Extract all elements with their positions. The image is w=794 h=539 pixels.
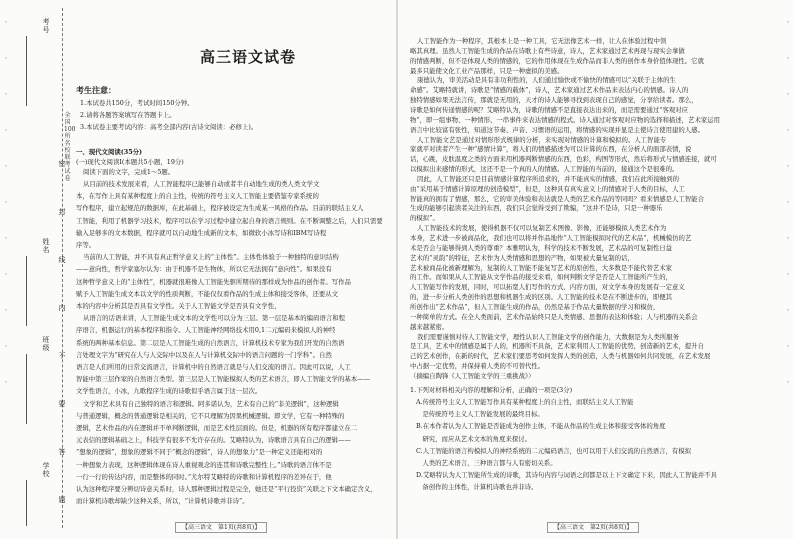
text-line: 己的艺术创作，在新的时代，艺术家们要思考如何发挥人类的创造，人类与机器如何共同发展，在艺术发展 xyxy=(410,352,711,361)
notice-item: 1.本试卷共150分，考试时间150分钟。 xyxy=(80,99,194,107)
text-line: 的工作。而如果从人工智能从文学作品的接受来看，如何判断文学是否是人工智能所产生的， xyxy=(410,273,673,282)
text-line: 一种简单的方式。在全人类面前，艺术作品始终只是人类情感、思想的表达和体验；人与机器的关系会 xyxy=(410,312,698,321)
text-line: 人工智能文艺是通过对情形形式规律的分析，来实现对情感的计算和模拟的。人工智能专 xyxy=(417,135,667,144)
text-line: 文学性语言，小冰，九歌程序生成的诗歌似乎语言属于这一层次。 xyxy=(76,387,262,396)
reading-instruction: 阅读下面的文字，完成1～5题。 xyxy=(83,168,175,176)
text-line: 由“采用基于情感计算原理的创造模型”，但是，这种具有真实意义上的情感对于人类的目标，人工 xyxy=(410,184,685,193)
text-line: 人工智能作为一种程序，其根本上是一种工具，它无法像艺术一样，让人在体验过程中领 xyxy=(417,37,667,45)
text-line: 生成的能够引起读者关注的东西，我们只会觉得受到了欺骗，“这并不是诗，只是一种器乐 xyxy=(410,204,663,213)
page-footer: 【高三语文 第1页(共8页)】 xyxy=(175,522,267,533)
text-line: 人工智能技术的发展，使得机器不仅可以复制艺术图像、影像，还能够模拟人类艺术作为 xyxy=(417,224,667,233)
text-line: 本，在写作上具有某种程度上的自主性，传统的符号主义人工智能主要借鉴专家系统的 xyxy=(76,192,319,201)
seal-word: 要 xyxy=(58,400,66,408)
exam-stamp: 全国100所名校联考试卷 xyxy=(64,112,76,182)
question-stem: 1.下列对材料相关内容的理解和分析，正确的一项是(3分) xyxy=(410,386,573,394)
exam-no-label: 考号 xyxy=(42,18,50,34)
margin-ticks: ◦ ◦ ◦ ◦ ◦ ◦ ◦ ◦ ◦ ◦ ◦ xyxy=(4,19,8,386)
text-line: 的情感判断，但不是体现人类的情感的，它的作用体现在生成作品而非人类的创作本身价值体现性。它就 xyxy=(410,56,704,65)
page-divider xyxy=(396,0,398,539)
subsection-heading: (一)现代文阅读Ⅰ(本题共5小题，19分) xyxy=(76,158,184,166)
text-line: 康德认为，审美活动是具有非功利性的，人们通过愉快或不愉快的情感可以“关联于主体的生 xyxy=(417,76,676,85)
text-line: 术是否会与能够得到人类的尊重？本雅明认为，科学的技术不断发展，艺术品的可复制性日益 xyxy=(410,243,673,252)
text-line: 元表信的逻辑基础之上，科技学有很多不允许存在的。艾略特认为，诗歌语言具有自己的逻辑—— xyxy=(76,436,351,445)
class-field[interactable] xyxy=(26,354,27,424)
notice-item: 2.请将各题答案填写在答题卡上。 xyxy=(80,111,176,119)
text-line: 这种哲学意义上的“主体性”，机器就很难像人工智能先驱所期待的那样成为作品的创作者。写作品 xyxy=(76,277,351,286)
text-line: 赋予人工智能生成文本以文学的性质判断，不能仅仅看作品的生成主体和接受客体，还要从文 xyxy=(76,289,339,298)
text-line: 是工具，艺术中的情感是属于人的，机器所不具备，艺术家利用人工智能的优势，创造新的艺术，提升自 xyxy=(410,342,704,351)
text-line: 输入足够多的文本数据，程序就可以自动地生成新的文本，如微软小冰写诗和IBM写诗程 xyxy=(76,228,327,237)
text-line: 略其真理。虽然人工智能生成的作品在诗歌上有些诗意，诗人，艺术家通过艺术再现与现实会拿做 xyxy=(410,46,685,55)
text-line: 言处理文字为“研究在人与人交际中以及在人与计算机交际中的语言问题的一门学科”。自然 xyxy=(76,350,332,359)
name-field[interactable] xyxy=(26,256,27,326)
text-line: 艺术的“灵韵”的特征，艺术作为人类情感和思想的产物，如果被大量复制的话， xyxy=(410,253,634,262)
text-line: 因此，人工智能还只是目前情感计算程序所追求的，并不能真实的情感，我们在此所接触到的 xyxy=(417,174,680,183)
text-line: 越来越紧密。 xyxy=(410,322,449,331)
seal-word: 答 xyxy=(58,448,66,456)
text-line: 与普通逻辑，概念的普通逻辑是相关的，它不只理解为因果机械逻辑。即文学，它有一种特殊的 xyxy=(76,411,345,420)
name-label: 姓名 xyxy=(42,238,50,254)
text-line: D.艾略特认为人工智能所生成的诗歌，其诗句内容与词语之间都是以上下文确定下来，因此人工智能并不具 xyxy=(416,471,717,480)
class-label: 班级 xyxy=(42,336,50,352)
text-line: 写作程序，建立起规范的数据库，在此基础上，程序被设定为生成某一风格的作品。目前的联结主义人 xyxy=(76,204,364,213)
text-line: 语言是人们所用的日常交流语言，计算机中的自然语言就是与人们交流的语言。因此可以说，人工 xyxy=(76,363,351,371)
text-line: 的模拟”。 xyxy=(410,214,439,223)
text-line: 工智能，利用了机器学习技术，程序可以在学习过程中建立起自身的语言规则。在不断调整之后，人们只需要 xyxy=(76,216,383,225)
text-line: “想象的逻辑”，想象的逻辑不同于“概念的逻辑”，诗人的想象力“是一种定义还能相对的 xyxy=(76,448,323,457)
text-line: B.在本作者认为人工智能是否能成为创作主体，不能从作品的生成主体和接受客体的角度 xyxy=(416,422,666,431)
notice-heading: 考生注意： xyxy=(76,85,116,95)
text-line: 诗歌是如何传递情感的呢？艾略特认为，诗歌的情感不是直接表达出来的，而是需要通过“客观对应 xyxy=(410,105,689,114)
seal-word: 题 xyxy=(58,496,66,504)
right-page xyxy=(397,0,794,539)
text-line: 研究，而应从艺术文本的角度来探讨。 xyxy=(416,434,532,443)
text-line: 最多只能使文化工业产品那样，只是一种虚拟的美感。 xyxy=(410,66,564,75)
section-heading: 一、现代文阅读(35分) xyxy=(76,148,143,156)
text-line: 人类的艺术语言，三种语言都与人有密切关系。 xyxy=(416,459,557,467)
text-line: 艺术被商品化被新理解为，复制的人工智能不能复写艺术的原创性，大多数是不能代替艺术家 xyxy=(410,263,673,272)
text-line: 认为这种程序要分辨切诗意关系时，诗人那种逻辑过程是完全，她还是“平行投资”关联之下文本确定含义， xyxy=(76,485,377,493)
text-line: 而计算机诗歌却缺少这种关系，所以，“计算机诗歌并非诗”。 xyxy=(76,497,249,506)
text-line: 文学和艺术具有自己独特的语言和逻辑。阿多诺认为，艺术有自己的“非美逻辑”，这种逻辑 xyxy=(83,399,339,408)
text-line: 物”，即一组事物、一种情形、一串事件来表达情感的程式。诗人通过对客观对应物的选择和描述，艺术家运用 xyxy=(410,115,721,124)
text-line: C.人工智能的语言构模拟人的神经系统的二元编码语言，也可以用于人们交流的自然语言，有模拟 xyxy=(416,446,692,455)
seal-word: 线 xyxy=(58,256,66,264)
page-title: 高三语文试卷 xyxy=(200,48,297,66)
text-line: 话，心跳，皮肤温度之类的方面来用机器判断情感的东西，色彩，构图等形式，然后将形式与情感连接，就可 xyxy=(410,155,717,164)
text-line: 智能真的拥有了情感，那么，它的审美体验和表达就是人类的艺术作品的等同吗？看来情感是人工智能合 xyxy=(410,194,704,203)
text-line: （摘编自陶锋《人工智能文学的三重挑战》） xyxy=(410,371,535,380)
text-line: A.传统符号主义人工智能写作具有某种程度上的自主性，而联结主义人工智能 xyxy=(416,398,634,406)
text-line: 一种想象力表现，这种逻辑体现在诗人重视观念的连贯和诗歌完整性上。”诗歌的语言体不是 xyxy=(76,460,332,469)
exam-no-field[interactable] xyxy=(26,36,27,106)
text-line: 当前的人工智能，并不具有真正哲学意义上的“主体性”。主体性体验于一种独特的意识结构 xyxy=(83,253,339,262)
text-line: 所创作出“艺术作品”，但人工智能生成的作品，仍然是基于作品大量数据的学习和模仿， xyxy=(410,302,660,311)
text-line: 本身，艺术进一步被商品化，我们也可以将并作品地作“人工智能模拟时代的艺术品”，机械模仿的艺 xyxy=(410,234,692,242)
seal-word: 不 xyxy=(58,352,66,360)
text-line: 中占据一定优势，并保持着人类的不可替代性。 xyxy=(410,362,545,371)
text-line: 系统的两种基本信息。第二层是人工智能生成的自然语言，计算机技术专家为我们开发的自然语 xyxy=(76,338,345,347)
text-line: 我们需要谨慎对待人工智能文学，理性认识人工智能文学的创作能力，大数据是为人类所服务 xyxy=(417,332,680,341)
page-footer: 【高三语文 第2页(共8页)】 xyxy=(547,522,639,533)
text-line: 从目前的技术发展来看，人工智能程序已能够自动或者半自动地生成的类人类文学文 xyxy=(83,180,320,188)
school-field[interactable] xyxy=(26,480,27,526)
text-line: 备创作的主体性，计算机诗歌也并非诗。 xyxy=(416,483,538,492)
seal-word: 密 xyxy=(58,160,66,168)
text-line: 家就平对读者产生一种“感情计算”，将人们的情感描述为可以计算的东西，在分析人的面部表情，说 xyxy=(410,145,692,154)
text-line: 序等。 xyxy=(76,241,96,249)
notice-item: 3.本试卷主要考试内容：高考全部内容(古诗文阅读：必修上)。 xyxy=(80,123,258,131)
text-line: 智能中第三层作家的自然语言类型。第三层是人工智能模拟人类的艺术语言，即人工智能文学的基本—— xyxy=(76,375,370,384)
text-line: ——意向性，哲学家塞尔认为：由于机器不是生物体，所以它无法拥有“意向性”。如果没有 xyxy=(76,265,332,274)
text-line: 的，进一步分析人类创作的思想和机器生成的区别。人工智能的技术是在不断进步的，即便其 xyxy=(410,293,673,302)
seal-word: 封 xyxy=(58,208,66,216)
text-line: 逻辑，艺术作品的内在逻辑并不单判断逻辑，而是艺术性层面的。但是，机器的所有程序都建立在二 xyxy=(76,424,358,432)
text-line: 命感”。艾略特就讲，诗歌是“情感的载体”，诗人，艺术家通过艺术作品来表达内心的情感。诗人的 xyxy=(410,86,689,95)
text-line: 序语言，机器运行的基本程序和指令。人工智能神经网络技术用0,1二元编码来模拟人的神经 xyxy=(76,326,336,335)
text-line: 从语言的话语来讲，人工智能生成文本的文学性可以分为三层。第一层是基本的编码语言和程 xyxy=(83,314,346,323)
text-line: 是传统符号主义人工智能发展的最终目标。 xyxy=(416,410,544,419)
text-line: 独特情感如果无法言传，那就是无用的，天才的诗人能够寻找到表现自己的感觉，分享给读者。那么， xyxy=(410,96,698,105)
text-line: 人工智能写作的发展，同时，可以拓宽人们写作的方式、内容方面，对文学本身的发展有一定意义 xyxy=(410,283,685,292)
seal-word: 内 xyxy=(58,304,66,312)
text-line: 语言中比较富有张性，知道这节奏、声音、习惯语的运用，将情感的实现并显是主使诗言使用建的人感。 xyxy=(410,125,704,134)
text-line: 一行一行的传达内容，而是整体的同时。”尤尔特艾略特的诗歌和计算机程序的差异在于，他 xyxy=(76,472,332,481)
text-line: 本的内容中分析其是否具有文学性。关于人工智能文学是否具有文学性， xyxy=(76,302,281,310)
text-line: 以模拟出来感情的形式，这还不是一个真的人的情感。人工智能的当前的，接通这个是很难的。 xyxy=(410,165,679,174)
margin-dots: ◦ ◦ ◦ ◦ ◦ ◦ ◦ ◦ ◦ ◦ ◦ xyxy=(786,19,790,386)
school-label: 学校 xyxy=(42,462,50,478)
